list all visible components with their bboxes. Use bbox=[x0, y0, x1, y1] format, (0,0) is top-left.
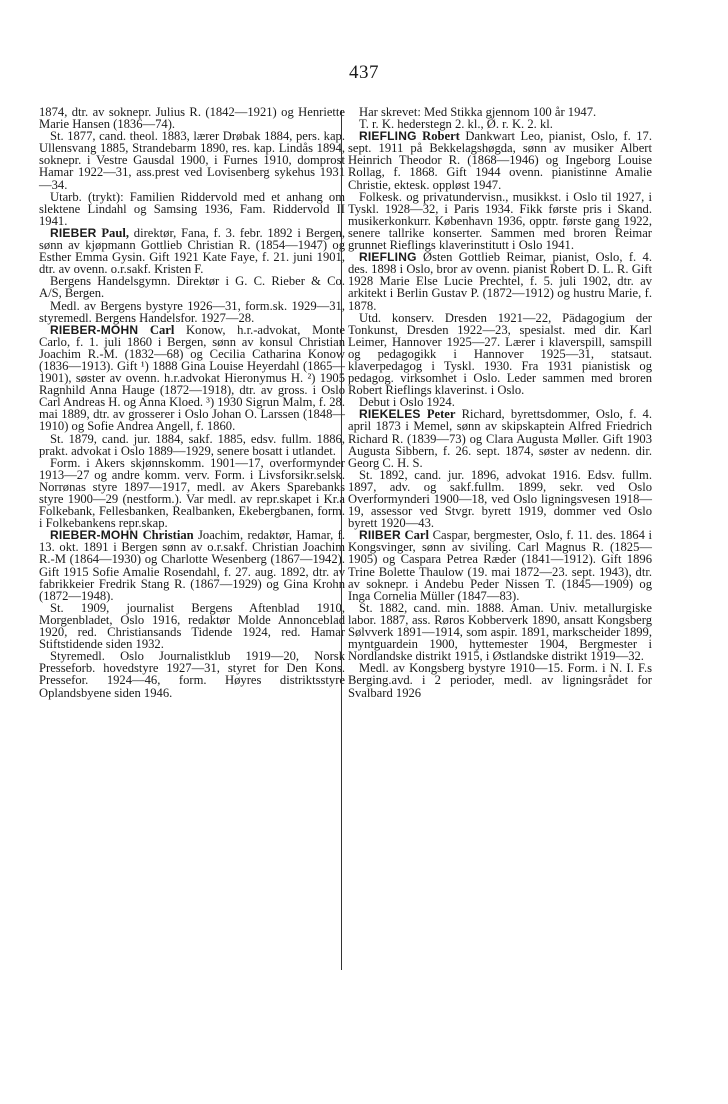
entry-text: Dankwart Leo, pianist, Oslo, f. 17. sept. 1911 på Bekkelagshøgda, sønn av musiker Albert Heinrich Theodor R. (1868—1946) og Ingeborg Louise Rollag, f. 1868. Gift 1944 ovenn. pianistinne Amalie Christie, ektesk. oppløst 1947. bbox=[348, 129, 652, 192]
paragraph: St. 1909, journalist Bergens Aftenblad 1910, Morgenbladet, Oslo 1916, redaktør Molde Annonceblad 1920, red. Christiansands Tidende 1924, red. Hamar Stiftstidende siden 1932. bbox=[39, 600, 345, 652]
entry-surname: RIEBER bbox=[50, 225, 97, 240]
paragraph: St. 1877, cand. theol. 1883, lærer Drøbak 1884, pers. kap. Ullensvang 1885, Strandebarm 1890, res. kap. Lindås 1894, soknepr. i Vestre Gausdal 1900, i Furnes 1910, domprost Hamar 1922—31, ass.prest ved Lovisenberg sykehus 1931—34. bbox=[39, 129, 345, 192]
column-divider bbox=[341, 110, 342, 970]
paragraph: St. 1879, cand. jur. 1884, sakf. 1885, edsv. fullm. 1886, prakt. advokat i Oslo 1889—1929, senere bosatt i utlandet. bbox=[39, 431, 345, 458]
biography-entry bbox=[39, 324, 345, 433]
paragraph: Styremedl. Oslo Journalistklub 1919—20, Norsk Presseforb. hovedstyre 1927—31, styret for Den Kons. Pressefor. 1924—46, form. Høyres distriktsstyre Oplandsbyene siden 1946. bbox=[39, 649, 345, 700]
entry-text: Konow, h.r.-advokat, Monte Carlo, f. 1. juli 1860 i Bergen, sønn av konsul Christian Joachim R.-M. (1832—68) og Cecilia Catharina Konow (1836—1913). Gift ¹) 1888 Gina Louise Heyerdahl (1865—1901), søster av ovenn. h.r.advokat Hieronymus H. ²) 1905 Ragnhild Anna Hauge (1872—1918), dtr. av gross. i Oslo Carl Andreas H. og Anna Kloed. ³) 1930 Sigrun Malm, f. 28. mai 1889, dtr. av grosserer i Oslo Johan O. Larssen (1848—1910) og Sofie Andrea Angell, f. 1860. bbox=[39, 322, 345, 434]
entry-surname: RIEFLING bbox=[359, 129, 417, 144]
entry-given-name: Paul, bbox=[101, 225, 129, 240]
paragraph: Har skrevet: Med Stikka gjennom 100 år 1947. bbox=[359, 105, 597, 119]
biography-entry bbox=[348, 529, 652, 602]
paragraph: Folkesk. og privatundervisn., musikkst. i Oslo til 1927, i Tyskl. 1928—32, i Paris 1934. Fikk første pris i Skand. musikerkonkurr. København 1936, opptr. første gang 1922, senere tallrike konserter. Sammen med broren Reimar grunnet Rieflings klaverinstitutt i Oslo 1941. bbox=[348, 189, 652, 253]
paragraph: St. 1892, cand. jur. 1896, advokat 1916. Edsv. fullm. 1897, adv. og sakf.fullm. 1899, sekr. ved Oslo Overformynderi 1900—18, ved Oslo ligningsvesen 1918—19, assessor ved Stvgr. byrett 1919, dommer ved Oslo byrett 1920—43. bbox=[348, 467, 652, 531]
entry-given-name: Robert bbox=[422, 129, 460, 144]
entry-text: direktør, Fana, f. 3. febr. 1892 i Bergen, sønn av kjøpmann Gottlieb Christian R. (1854—1947) og Esther Emma Gysin. Gift 1921 Kate Faye, f. 21. juni 1901, dtr. av ovenn. o.r.sakf. Kristen F. bbox=[39, 225, 345, 277]
biography-entry bbox=[39, 227, 345, 275]
paragraph: St. 1882, cand. min. 1888. Aman. Univ. metallurgiske labor. 1887, ass. Røros Kobberverk 1890, ansatt Kongsberg Sølvverk 1891—1914, som aspir. 1891, markscheider 1899, myntguardein 1900, hyttemester 1904, Bergmester i Nordlandske distrikt 1915, i Østlandske distrikt 1919—32. bbox=[348, 600, 652, 664]
paragraph: Form. i Akers skjønnskomm. 1901—17, overformynder 1913—27 og andre komm. verv. Form. i Livsforsikr.selsk. Norrønas styre 1897—1917, medl. av Akers Sparebanks styre 1900—29 (nestform.). Var medl. av repr.skapet i Kr.a Folkebank, Fellesbanken, Realbanken, Ekebergbanen, form. i Folkebankens repr.skap. bbox=[39, 455, 345, 531]
left-column bbox=[39, 106, 345, 699]
entry-surname: RIIBER bbox=[359, 528, 401, 543]
entry-text: Richard, byrettsdommer, Oslo, f. 4. april 1873 i Memel, sønn av skipskaptein Alfred Friedrich Richard R. (1839—73) og Clara Augusta Møller. Gift 1903 Augusta Sibbern, f. 26. sept. 1874, søster av nedenn. dir. Georg C. H. S. bbox=[348, 407, 652, 470]
right-column bbox=[348, 106, 652, 699]
entry-given-name: Carl bbox=[404, 528, 429, 543]
paragraph: Medl. av Kongsberg bystyre 1910—15. Form. i N. I. F.s Berging.avd. i 2 perioder, medl. av ligningsrådet for Svalbard 1926 bbox=[348, 661, 652, 700]
page-number: 437 bbox=[349, 62, 379, 83]
entry-surname: RIEKELES bbox=[359, 407, 421, 422]
paragraph: Debut i Oslo 1924. bbox=[359, 395, 455, 410]
entry-surname: RIEFLING bbox=[359, 250, 417, 265]
entry-text: Joachim, redaktør, Hamar, f. 13. okt. 1891 i Bergen sønn av o.r.sakf. Christian Joachim R.-M (1864—1930) og Charlotte Wesenberg (1867—1942). Gift 1915 Sofie Amalie Rosendahl, f. 27. aug. 1892, dtr. av fabrikkeier Fredrik Stang R. (1867—1929) og Gina Krohn (1872—1948). bbox=[39, 528, 346, 603]
entry-given-name: Christian bbox=[142, 528, 194, 543]
entry-given-name: Carl bbox=[149, 322, 175, 337]
biography-entry bbox=[348, 251, 652, 311]
paragraph: T. r. K. hederstegn 2. kl., Ø. r. K. 2. kl. bbox=[359, 117, 553, 132]
continued-paragraph: 1874, dtr. av soknepr. Julius R. (1842—1921) og Henriette Marie Hansen (1836—74). bbox=[39, 105, 345, 132]
entry-surname: RIEBER-MOHN bbox=[50, 322, 139, 337]
entry-text: Caspar, bergmester, Oslo, f. 11. des. 1864 i Kongsvinger, sønn av siviling. Carl Magnus R. (1825—1905) og Caspara Petrea Ræder (1841—1912). Gift 1896 Trine Bolette Thaulow (19. mai 1872—23. sept. 1943), dtr. av soknepr. i Andebu Peder Nissen T. (1845—1909) og Inga Cornelia Müller (1847—83). bbox=[348, 528, 652, 603]
biography-entry bbox=[348, 130, 652, 190]
paragraph: Medl. av Bergens bystyre 1926—31, form.sk. 1929—31, styremedl. Bergens Handelsfor. 1927—28. bbox=[39, 298, 345, 325]
entry-text: Østen Gottlieb Reimar, pianist, Oslo, f. 4. des. 1898 i Oslo, bror av ovenn. pianist Robert D. L. R. Gift 1928 Marie Else Lucie Prechtel, f. 5. juli 1902, dtr. av arkitekt i Berlin Gustav P. (1872—1912) og hustru Marie, f. 1878. bbox=[348, 250, 652, 313]
paragraph: Bergens Handelsgymn. Direktør i G. C. Rieber & Co. A/S, Bergen. bbox=[39, 274, 345, 301]
paragraph: Utd. konserv. Dresden 1921—22, Pädagogium der Tonkunst, Dresden 1922—23, spesialst. med dir. Karl Leimer, Hannover 1925—27. Lærer i klaverspill, samspill og pedagogikk i Hannover 1925—31, statsaut. klaverpedagog i Tyskl. 1930. Fra 1931 pianistisk og pedagog. virksomhet i Oslo. Leder sammen med broren Robert Rieflings klaverinst. i Oslo. bbox=[348, 310, 652, 398]
entry-surname: RIEBER-MOHN bbox=[50, 528, 139, 543]
biography-entry bbox=[348, 408, 652, 468]
paragraph: Utarb. (trykt): Familien Riddervold med et anhang om slektene Lindahl og Samsing 1936, Fam. Riddervold II 1941. bbox=[39, 189, 345, 228]
entry-given-name: Peter bbox=[426, 407, 456, 422]
biography-entry bbox=[39, 529, 345, 602]
